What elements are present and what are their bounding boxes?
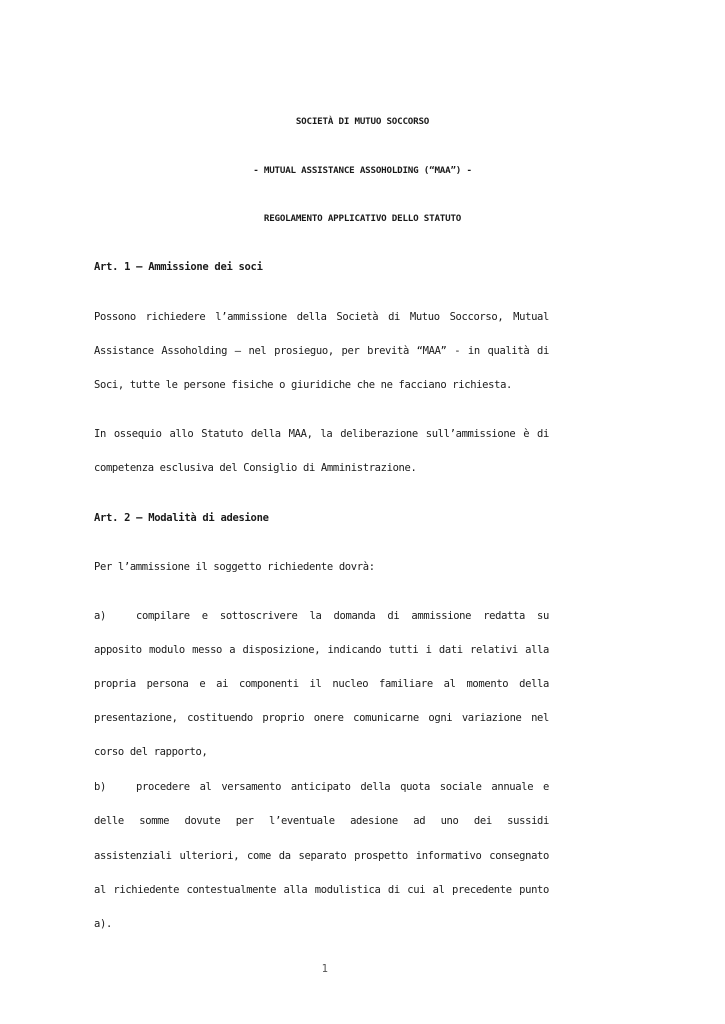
- list-item-a: [94, 609, 549, 623]
- list-item-a-line: apposito modulo messo a disposizione, indicando tutti i dati relativi alla: [94, 644, 549, 656]
- list-item-a-marker: a): [94, 610, 106, 622]
- list-item-b-line: assistenziali ulteriori, come da separato prospetto informativo consegnato: [94, 850, 549, 862]
- article-1-title: Art. 1 – Ammissione dei soci: [94, 261, 263, 273]
- article-1-paragraph-2-line: competenza esclusiva del Consiglio di Amministrazione.: [94, 462, 417, 474]
- list-item-b-line: al richiedente contestualmente alla modulistica di cui al precedente punto: [94, 884, 549, 896]
- list-item-a-text: compilare e sottoscrivere la domanda di ammissione redatta su: [136, 610, 549, 622]
- article-1-paragraph-1-line: Possono richiedere l’ammissione della Società di Mutuo Soccorso, Mutual: [94, 311, 549, 323]
- list-item-b: [94, 780, 549, 794]
- article-2-title: Art. 2 – Modalità di adesione: [94, 512, 269, 524]
- article-1-paragraph-2-line: In ossequio allo Statuto della MAA, la deliberazione sull’ammissione è di: [94, 428, 549, 440]
- list-item-b-text: procedere al versamento anticipato della quota sociale annuale e: [136, 781, 549, 793]
- article-1-paragraph-1-line: Soci, tutte le persone fisiche o giuridiche che ne facciano richiesta.: [94, 379, 513, 391]
- list-item-b-marker: b): [94, 781, 106, 793]
- list-item-a-line: presentazione, costituendo proprio onere comunicarne ogni variazione nel: [94, 712, 549, 724]
- list-item-a-line: propria persona e ai componenti il nucleo familiare al momento della: [94, 678, 549, 690]
- page-number: 1: [321, 963, 328, 975]
- list-item-a-line: corso del rapporto,: [94, 746, 208, 758]
- article-2-intro: Per l’ammissione il soggetto richiedente dovrà:: [94, 561, 375, 573]
- document-heading-society: SOCIETÀ DI MUTUO SOCCORSO: [295, 116, 430, 127]
- document-heading-entity: - MUTUAL ASSISTANCE ASSOHOLDING (“MAA”) -: [253, 165, 472, 176]
- list-item-b-line: a).: [94, 918, 112, 930]
- document-heading-regulation: REGOLAMENTO APPLICATIVO DELLO STATUTO: [263, 213, 462, 224]
- article-1-paragraph-1-line: Assistance Assoholding – nel prosieguo, per brevità “MAA” - in qualità di: [94, 345, 549, 357]
- list-item-b-line: delle somme dovute per l’eventuale adesione ad uno dei sussidi: [94, 815, 549, 827]
